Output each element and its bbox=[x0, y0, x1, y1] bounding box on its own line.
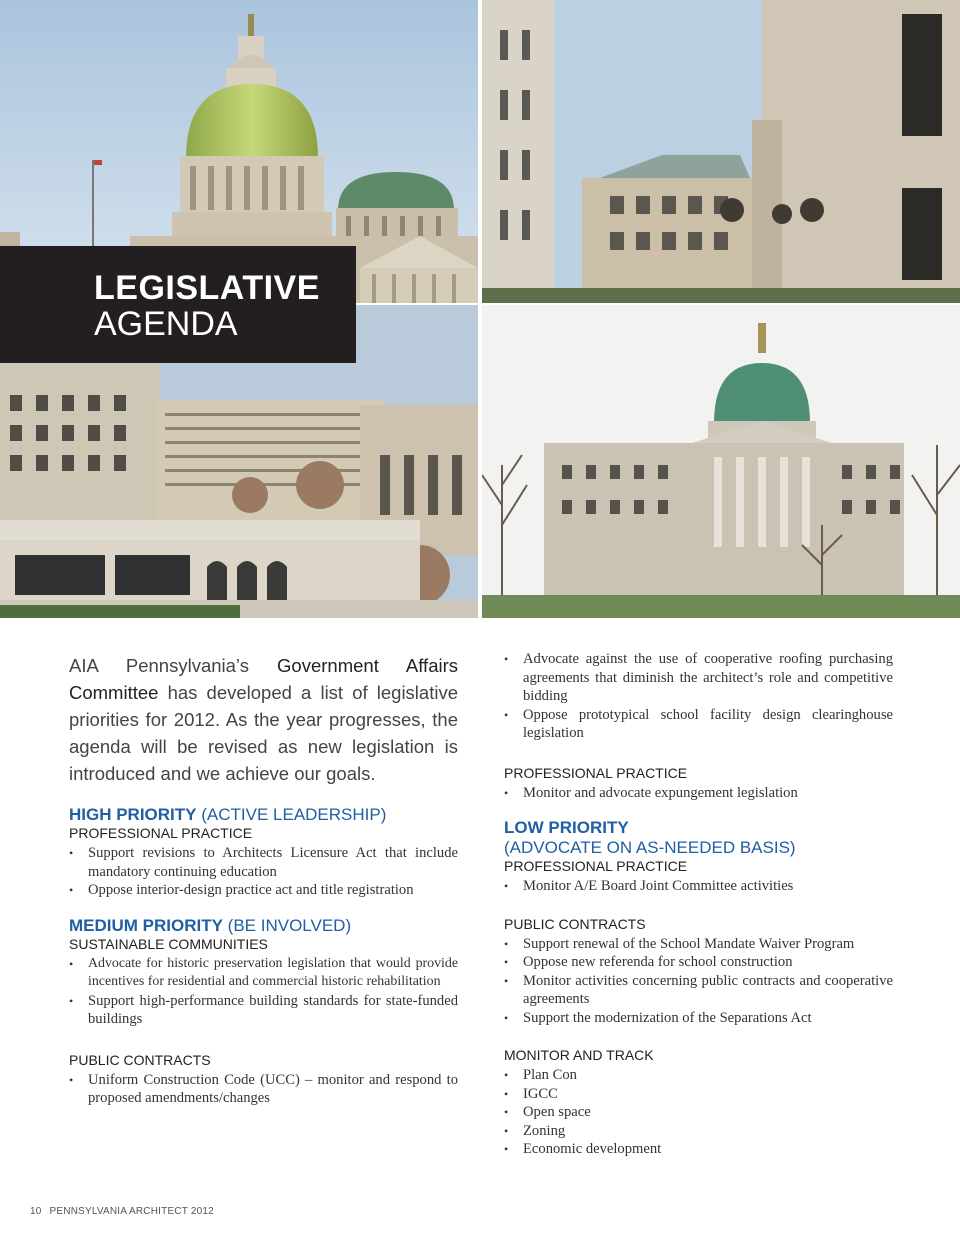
list-item: • Open space bbox=[504, 1103, 893, 1122]
low-public-list bbox=[504, 935, 893, 1028]
medium-category-sustainable: SUSTAINABLE COMMUNITIES bbox=[69, 935, 268, 952]
page-title-line2: AGENDA bbox=[94, 305, 238, 343]
list-item: • Oppose prototypical school facility design clearinghouse legislation bbox=[504, 706, 893, 743]
right-column bbox=[504, 650, 893, 1159]
medium-public-list bbox=[69, 1071, 458, 1108]
list-item: • Support revisions to Architects Licensure Act that include mandatory continuing education bbox=[69, 844, 458, 881]
low-priority-heading: LOW PRIORITY bbox=[504, 818, 629, 837]
high-priority-heading: HIGH PRIORITY (ACTIVE LEADERSHIP) bbox=[69, 805, 387, 824]
list-item: • Support the modernization of the Separations Act bbox=[504, 1009, 893, 1028]
list-item: • Oppose interior-design practice act and title registration bbox=[69, 881, 458, 900]
medium-practice-list bbox=[504, 784, 893, 803]
low-monitor-list bbox=[504, 1066, 893, 1159]
list-item: • Support high-performance building standards for state-funded buildings bbox=[69, 992, 458, 1029]
page-footer bbox=[30, 1206, 222, 1217]
capitol-facade-photo bbox=[482, 305, 960, 618]
list-item: • Support renewal of the School Mandate Waiver Program bbox=[504, 935, 893, 954]
list-item: • Economic development bbox=[504, 1140, 893, 1159]
page-number: 10 bbox=[30, 1206, 42, 1217]
list-item: • Uniform Construction Code (UCC) – monitor and respond to proposed amendments/changes bbox=[69, 1071, 458, 1108]
list-item: • Advocate for historic preservation legislation that would provide incentives for residential and commercial historic rehabilitation bbox=[69, 955, 458, 992]
medium-category-practice: PROFESSIONAL PRACTICE bbox=[504, 764, 688, 781]
page-title-line1: LEGISLATIVE bbox=[94, 269, 320, 307]
low-priority-paren: (ADVOCATE ON AS-NEEDED BASIS) bbox=[504, 838, 796, 857]
list-item: • Monitor A/E Board Joint Committee activities bbox=[504, 877, 893, 896]
high-list bbox=[69, 844, 458, 900]
medium-sustainable-list bbox=[69, 955, 458, 1029]
committee-name: Government Affairs Committee bbox=[69, 655, 458, 703]
page-title-box bbox=[0, 246, 356, 363]
list-item: • Monitor activities concerning public contracts and cooperative agreements bbox=[504, 972, 893, 1009]
low-practice-list bbox=[504, 877, 893, 896]
low-category-practice: PROFESSIONAL PRACTICE bbox=[504, 858, 688, 874]
medium-priority-heading: MEDIUM PRIORITY (BE INVOLVED) bbox=[69, 915, 352, 935]
list-item: • Plan Con bbox=[504, 1066, 893, 1085]
high-category: PROFESSIONAL PRACTICE bbox=[69, 825, 253, 841]
capitol-annex-photo bbox=[482, 0, 960, 303]
list-item: • Oppose new referenda for school construction bbox=[504, 953, 893, 972]
medium-category-public-contracts: PUBLIC CONTRACTS bbox=[69, 1051, 211, 1068]
publication-name: PENNSYLVANIA ARCHITECT 2012 bbox=[49, 1206, 214, 1217]
intro-paragraph: AIA Pennsylvania’s Government Affairs Committee has developed a list of legislative priorities for 2012. As the year progresses, the agenda will be revised as new legislation is introduced and we achieve our goals. bbox=[69, 655, 458, 784]
list-item: • IGCC bbox=[504, 1085, 893, 1104]
left-column bbox=[69, 652, 458, 1108]
low-category-public-contracts: PUBLIC CONTRACTS bbox=[504, 915, 646, 932]
list-item: • Zoning bbox=[504, 1122, 893, 1141]
list-item: • Monitor and advocate expungement legislation bbox=[504, 784, 893, 803]
list-item: • Advocate against the use of cooperative roofing purchasing agreements that diminish the architect’s role and competitive bidding bbox=[504, 650, 893, 706]
medium-continued-list bbox=[504, 650, 893, 743]
low-category-monitor: MONITOR AND TRACK bbox=[504, 1047, 654, 1063]
